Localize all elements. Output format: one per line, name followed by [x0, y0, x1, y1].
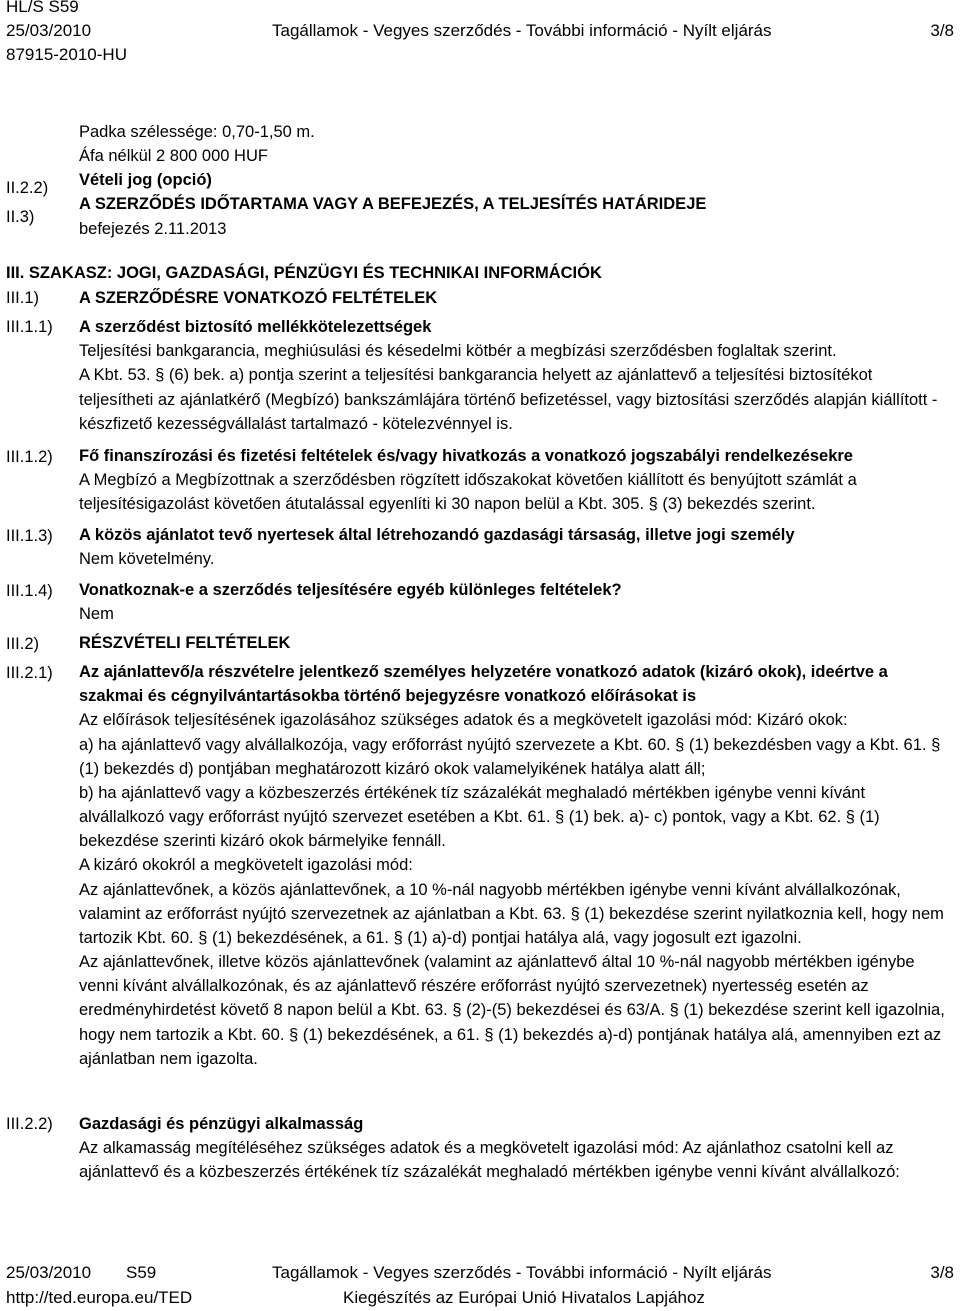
iii-2-title: RÉSZVÉTELI FELTÉTELEK [79, 634, 291, 652]
iii-2-1-title: Az ajánlattevő/a részvételre jelentkező személyes helyzetére vonatkozó adatok (kizáró okok), ideértve a szakmai és cégnyilvántartásokba történő bejegyzésre vonatkozó előírásokat is [79, 663, 888, 706]
iii-1-2-text: A Megbízó a Megbízottnak a szerződésben rögzített időszakokat követően kiállított és benyújtott számlát a teljesítésigazolást követően átutalással egyenlíti ki 30 napon belül a Kbt. 305. § (3) bekezdés szerint. [79, 471, 857, 514]
iii-2-2-text: Az alkamasság megítéléséhez szükséges adatok és a megkövetelt igazolási mód: Az ajánlathoz csatolni kell az ajánlattevő és a közbeszerzés értékének tíz százalékát meghaladó mértékben igénybe venni kívánt alvállalkozó: [79, 1139, 900, 1182]
label-ii-3: II.3) [6, 208, 35, 226]
header-page-number: 3/8 [930, 21, 954, 40]
label-iii-2: III.2) [6, 635, 40, 653]
iii-1-4-content [79, 578, 951, 626]
iii-2-1-paragraph-6: Az ajánlattevőnek, illetve közös ajánlattevőnek (valamint az ajánlattevő által 10 %-nál nagyobb mértékben igénybe venni kívánt alvállalkozónak, és az ajánlattevő részére erőforrást nyújtó szervezetnek) nyertesség esetén az eredményhirdetést követő 8 napon belül a Kbt. 63. § (2)-(5) bekezdései és 63/A. § (1) bekezdése szerint kell igazolnia, hogy nem tartozik a Kbt. 60. § (1) bekezdésének, a 61. § (1) bekezdés a)-d) pontjának hatálya alá, amennyiben ezt az ajánlatban nem igazolta. [79, 953, 945, 1068]
iii-1-2-title: Fő finanszírozási és fizetési feltételek és/vagy hivatkozás a vonatkozó jogszabályi rendelkezésekre [79, 447, 853, 465]
footer-title: Tagállamok - Vegyes szerződés - További információ - Nyílt eljárás [272, 1263, 772, 1282]
header-doc-id: 87915-2010-HU [6, 45, 127, 64]
label-iii-1-4: III.1.4) [6, 582, 53, 600]
iii-1-3-content [79, 523, 951, 571]
option-heading: Vételi jog (opció) [79, 171, 212, 190]
iii-2-1-paragraph-2: a) ha ajánlattevő vagy alvállalkozója, vagy erőforrást nyújtó szervezete a Kbt. 60. § (1) bekezdésben vagy a Kbt. 61. § (1) bekezdés d) pontjában meghatározott kizáró okok valamelyikének hatálya alatt áll; [79, 735, 941, 778]
label-iii-1: III.1) [6, 289, 40, 307]
iii-1-1-text: Teljesítési bankgarancia, meghiúsulási és késedelmi kötbér a megbízási szerződésben foglaltak szerint. [79, 342, 837, 361]
label-iii-2-2: III.2.2) [6, 1115, 53, 1133]
completion-date: befejezés 2.11.2013 [79, 219, 227, 238]
iii-2-1-paragraph-3: b) ha ajánlattevő vagy a közbeszerzés értékének tíz százalékát meghaladó mértékben igénybe venni kívánt alvállalkozó vagy erőforrást nyújtó szervezet esetében a Kbt. 61. § (1) bek. a)- c) pontok, vagy a Kbt. 62. § (1) bekezdése szerinti kizáró okok bármelyike fennáll. [79, 783, 880, 851]
iii-1-1-title: A szerződést biztosító mellékkötelezettségek [79, 318, 432, 337]
iii-2-1-paragraph-4: A kizáró okokról a megkövetelt igazolási mód: [79, 856, 413, 875]
iii-1-2-content [79, 444, 951, 516]
label-ii-2-2: II.2.2) [6, 179, 49, 197]
iii-1-content [79, 286, 951, 436]
duration-heading: A SZERZŐDÉS IDŐTARTAMA VAGY A BEFEJEZÉS, A TELJESÍTÉS HATÁRIDEJE [79, 195, 707, 214]
main-content [79, 120, 951, 241]
iii-2-1-paragraph-5: Az ajánlattevőnek, a közös ajánlattevőnek, a 10 %-nál nagyobb mértékben igénybe venni kívánt alvállalkozónak, valamint az erőforrást nyújtó szervezetnek az ajánlatban a Kbt. 63. § (1) bekezdése szerint nyilatkoznia kell, hogy nem tartozik Kbt. 60. § (1) bekezdésének, a 61. § (1) a)-d) pontjai hatálya alá, vagy jogosult ezt igazolni. [79, 880, 944, 947]
page-footer [0, 1262, 960, 1311]
label-iii-1-1: III.1.1) [6, 318, 53, 336]
footer-date: 25/03/2010 [6, 1263, 92, 1282]
iii-1-1-text-2: A Kbt. 53. § (6) bek. a) pontja szerint a teljesítési bankgarancia helyett az ajánlattevő a teljesítési biztosítékot teljesítheti az ajánlatkérő (Megbízó) bankszámlájára történő befizetéssel, vagy biztosítási szerződés alapján kiállított - készfizető kezességvállalást tartalmazó - kötelezvénnyel is. [79, 366, 938, 433]
footer-page-number: 3/8 [930, 1263, 954, 1282]
header-date: 25/03/2010 [6, 21, 92, 40]
iii-2-1-paragraph-1: Az előírások teljesítésének igazolásához szükséges adatok és a megkövetelt igazolási mód: Kizáró okok: [79, 711, 848, 730]
iii-1-4-text: Nem [79, 605, 114, 624]
label-iii-1-3: III.1.3) [6, 527, 53, 545]
label-iii-1-2: III.1.2) [6, 448, 53, 466]
section-iii-title: III. SZAKASZ: JOGI, GAZDASÁGI, PÉNZÜGYI ÉS TECHNIKAI INFORMÁCIÓK [6, 264, 602, 282]
iii-1-4-title: Vonatkoznak-e a szerződés teljesítésére egyéb különleges feltételek? [79, 581, 622, 599]
page-header [0, 0, 960, 80]
footer-publisher: Kiegészítés az Európai Unió Hivatalos Lapjához [343, 1288, 705, 1307]
footer-url[interactable]: http://ted.europa.eu/TED [6, 1288, 193, 1307]
footer-series: S59 [126, 1263, 157, 1282]
price-excl-vat: Áfa nélkül 2 800 000 HUF [79, 147, 268, 166]
iii-1-title: A SZERZŐDÉSRE VONATKOZÓ FELTÉTELEK [79, 289, 438, 307]
header-code: HL/S S59 [6, 0, 79, 16]
bench-width: Padka szélessége: 0,70-1,50 m. [79, 123, 315, 141]
iii-2-content [79, 631, 951, 1071]
label-iii-2-1: III.2.1) [6, 664, 53, 682]
iii-1-3-text: Nem követelmény. [79, 550, 215, 569]
iii-1-3-title: A közös ajánlatot tevő nyertesek által létrehozandó gazdasági társaság, illetve jogi személy [79, 526, 795, 544]
header-title: Tagállamok - Vegyes szerződés - További információ - Nyílt eljárás [272, 21, 772, 40]
iii-2-2-title: Gazdasági és pénzügyi alkalmasság [79, 1115, 364, 1133]
iii-2-2-content [79, 1112, 951, 1184]
